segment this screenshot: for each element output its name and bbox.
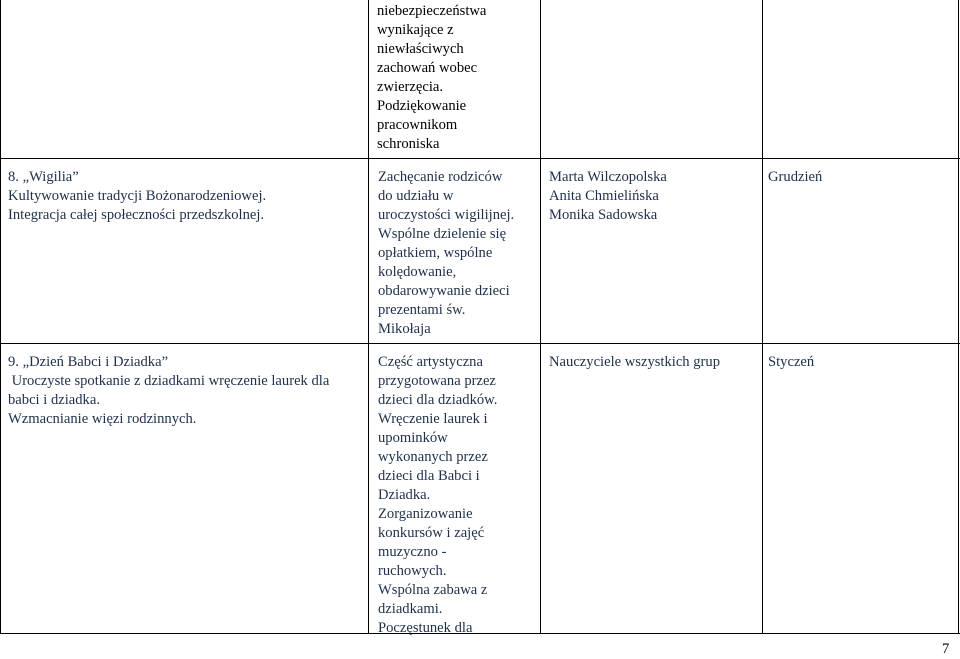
action-line: wynikające z [377, 22, 454, 38]
row1-people-cell [549, 168, 667, 225]
action-line: Wręczenie laurek i [378, 411, 488, 427]
action-line: niebezpieczeństwa [377, 3, 487, 19]
month-label: Styczeń [768, 354, 815, 370]
row2-event-cell [8, 353, 329, 429]
action-line: Wspólna zabawa z [378, 582, 488, 598]
action-line: kolędowanie, [378, 264, 457, 280]
action-line: dzieci dla Babci i [378, 468, 480, 484]
table-border-col3 [762, 0, 763, 634]
action-line: schroniska [377, 136, 440, 152]
table-border-col1 [368, 0, 369, 634]
event-line: Integracja całej społeczności przedszkolnej. [8, 207, 265, 223]
action-line: Część artystyczna [378, 354, 483, 370]
action-line: dziadkami. [378, 601, 443, 617]
table-row-divider-1 [0, 158, 960, 159]
action-line: muzyczno - [378, 544, 447, 560]
person-name: Nauczyciele wszystkich grup [549, 354, 721, 370]
action-line: zachowań wobec [377, 60, 478, 76]
row2-month-cell [768, 353, 814, 372]
event-line: babci i dziadka. [8, 392, 100, 408]
row0-action-cell [377, 2, 486, 154]
action-line: upominków [378, 430, 448, 446]
action-line: Podziękowanie [377, 98, 467, 114]
person-name: Monika Sadowska [549, 207, 658, 223]
row1-action-cell [378, 168, 514, 339]
action-line: Mikołaja [378, 321, 431, 337]
action-line: prezentami św. [378, 302, 466, 318]
action-line: Wspólne dzielenie się [378, 226, 507, 242]
action-line: obdarowywanie dzieci [378, 283, 510, 299]
action-line: dzieci dla dziadków. [378, 392, 498, 408]
table-border-col2 [540, 0, 541, 634]
action-line: Poczęstunek dla [378, 620, 473, 636]
row2-action-cell [378, 353, 497, 638]
event-line: Wzmacnianie więzi rodzinnych. [8, 411, 197, 427]
page-number: 7 [942, 641, 950, 657]
action-line: konkursów i zajęć [378, 525, 485, 541]
action-line: do udziału w [378, 188, 454, 204]
action-line: opłatkiem, wspólne [378, 245, 493, 261]
event-line: Uroczyste spotkanie z dziadkami wręczenie laurek dla [8, 373, 330, 389]
person-name: Marta Wilczopolska [549, 169, 667, 185]
action-line: uroczystości wigilijnej. [378, 207, 515, 223]
event-line: Kultywowanie tradycji Bożonarodzeniowej. [8, 188, 267, 204]
month-label: Grudzień [768, 169, 823, 185]
action-line: Zorganizowanie [378, 506, 473, 522]
event-title: 8. „Wigilia” [8, 169, 79, 185]
action-line: Dziadka. [378, 487, 431, 503]
action-line: Zachęcanie rodziców [378, 169, 503, 185]
row2-people-cell [549, 353, 720, 372]
event-title: 9. „Dzień Babci i Dziadka” [8, 354, 169, 370]
person-name: Anita Chmielińska [549, 188, 659, 204]
action-line: pracownikom [377, 117, 458, 133]
table-border-right [958, 0, 959, 634]
action-line: przygotowana przez [378, 373, 496, 389]
action-line: zwierzęcia. [377, 79, 444, 95]
action-line: niewłaściwych [377, 41, 464, 57]
row1-month-cell [768, 168, 822, 187]
table-row-divider-2 [0, 343, 960, 344]
row1-event-cell [8, 168, 266, 225]
action-line: ruchowych. [378, 563, 447, 579]
table-border-left [0, 0, 1, 634]
action-line: wykonanych przez [378, 449, 488, 465]
